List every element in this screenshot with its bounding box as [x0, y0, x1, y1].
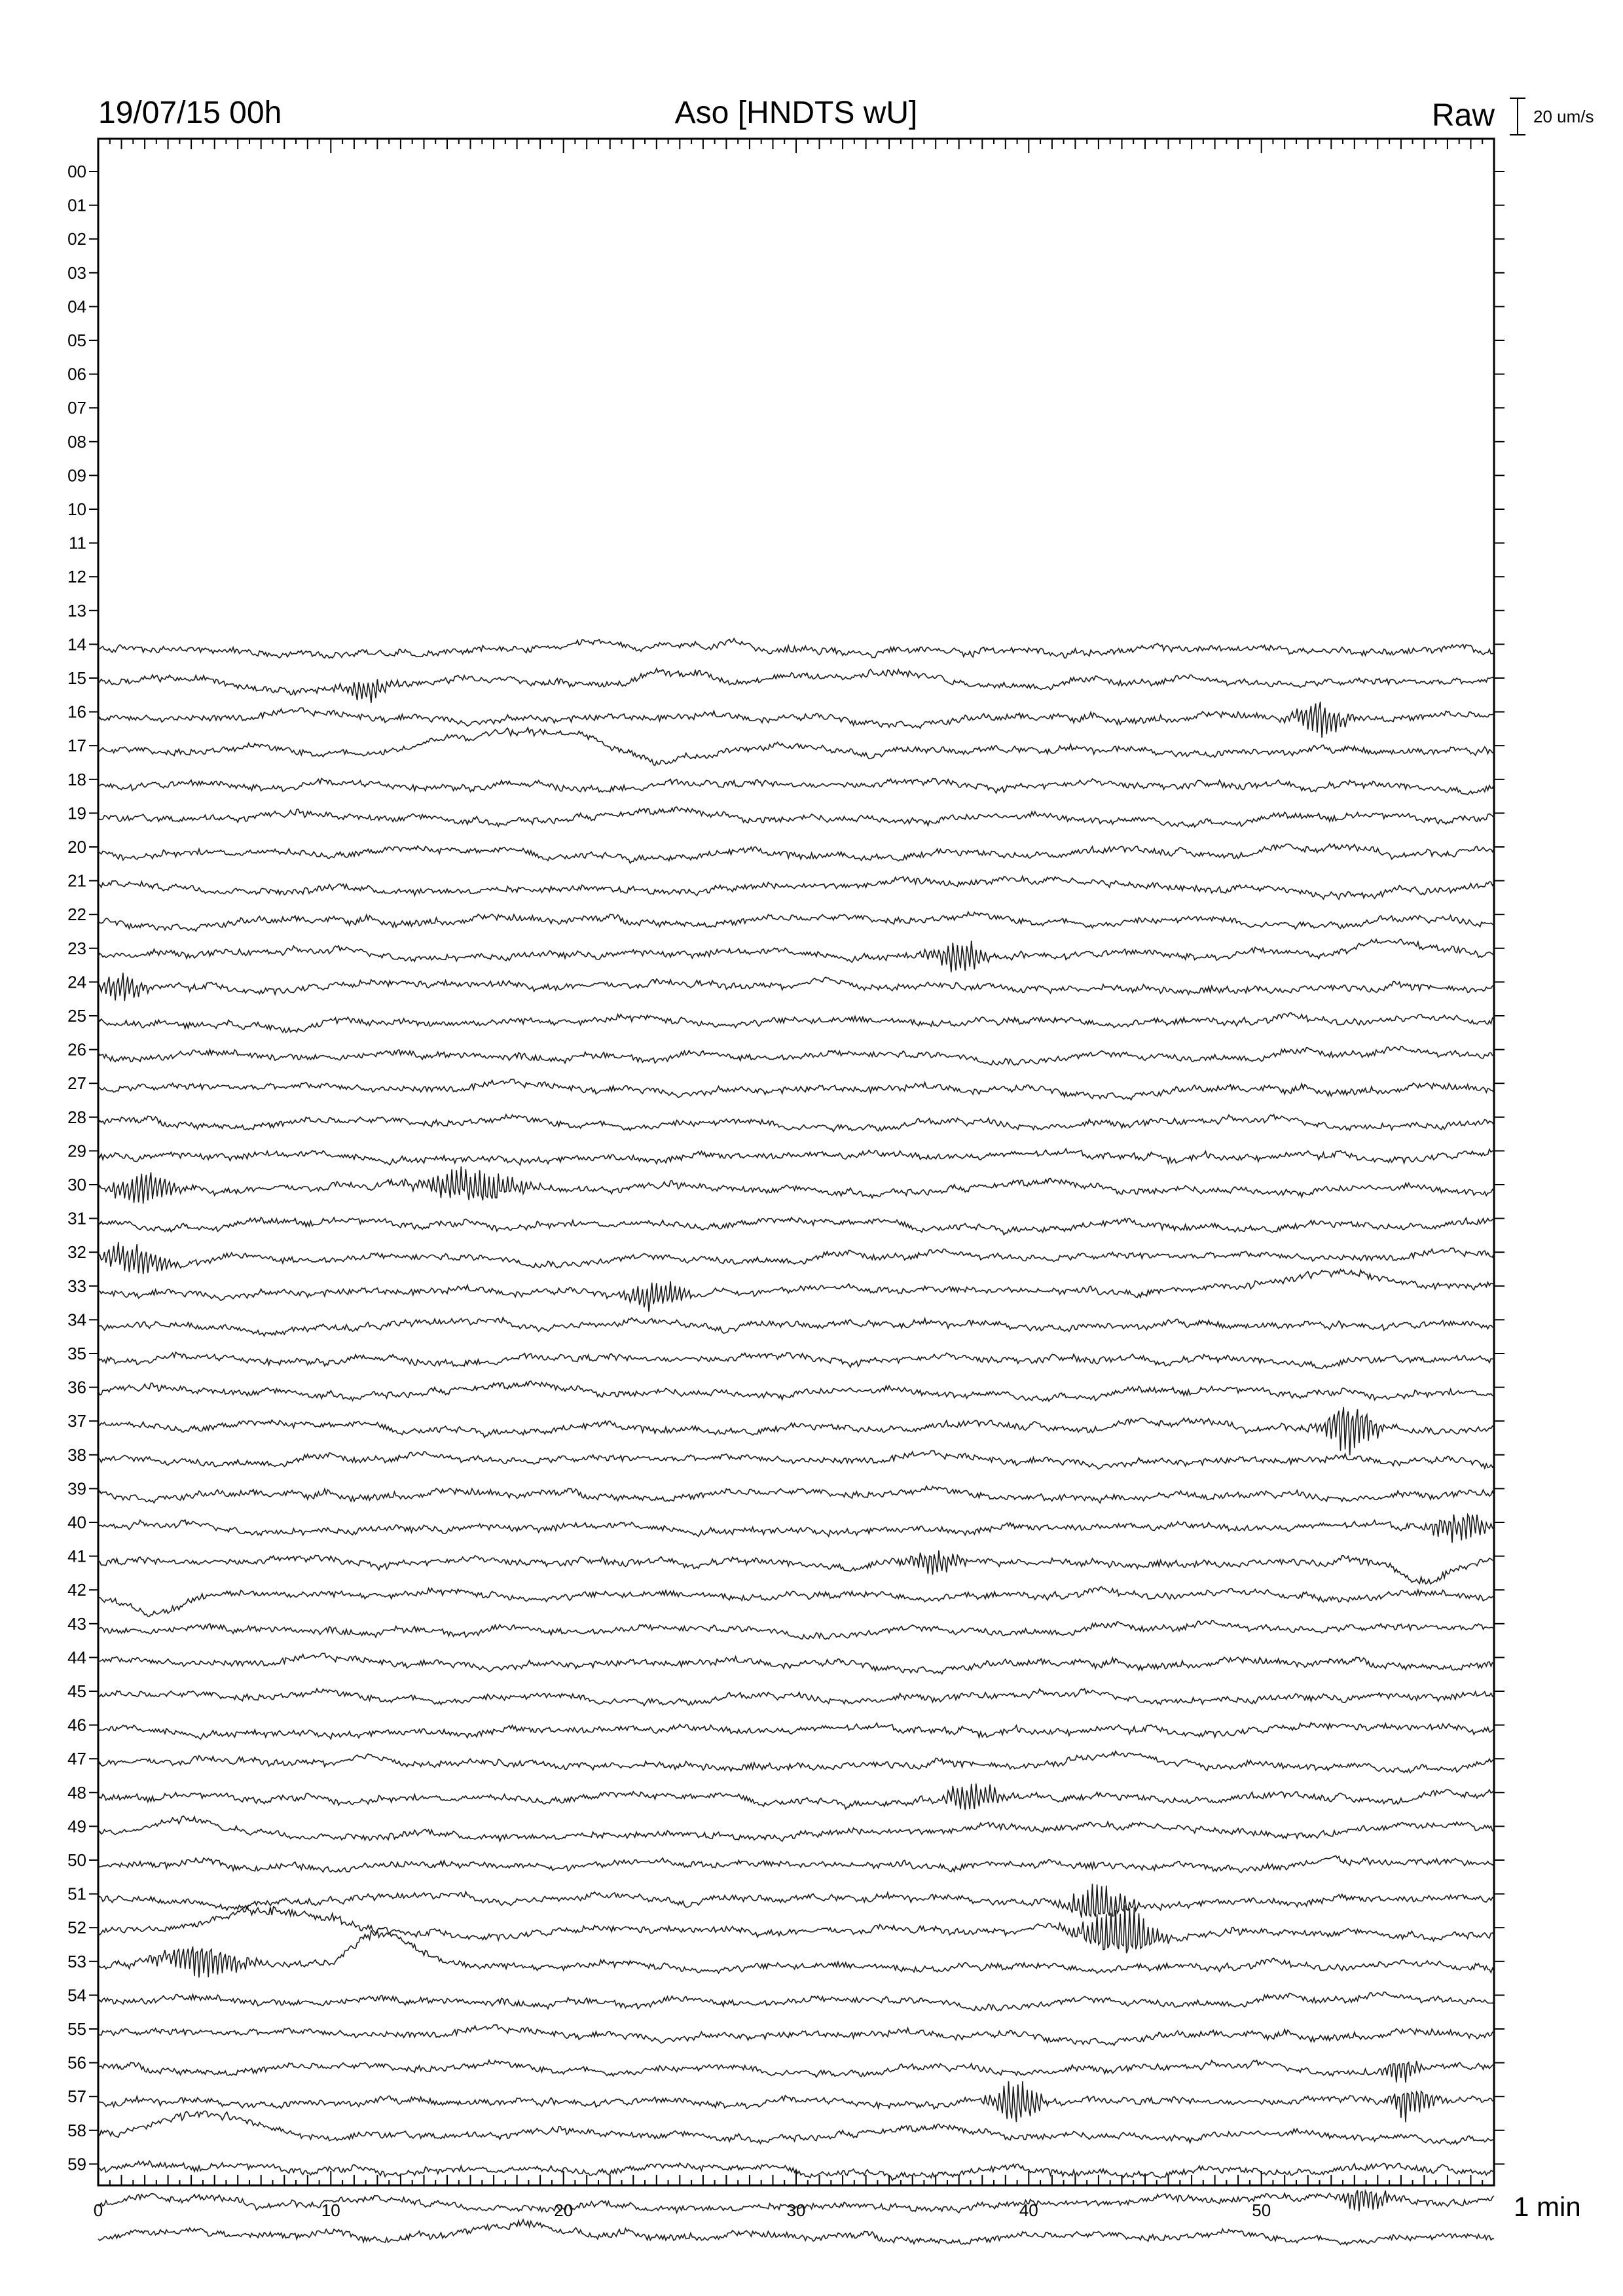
trace-line [98, 1816, 1494, 1842]
trace-line [98, 1407, 1494, 1456]
trace-line [98, 1905, 1494, 1953]
trace-line [98, 1242, 1494, 1274]
trace-line [98, 939, 1494, 972]
trace-line [98, 1079, 1494, 1100]
row-labels [67, 162, 1504, 2174]
row-label: 52 [67, 1918, 86, 1938]
row-label: 11 [69, 533, 86, 553]
row-label: 57 [67, 2087, 86, 2107]
row-label: 49 [67, 1816, 86, 1837]
row-label: 16 [67, 702, 86, 722]
row-label: 22 [67, 905, 86, 925]
row-label: 45 [67, 1681, 86, 1701]
trace-line [98, 2081, 1494, 2123]
row-label: 15 [67, 668, 86, 688]
trace-line [98, 1784, 1494, 1810]
trace-line [98, 1486, 1494, 1503]
trace-line [98, 1115, 1494, 1132]
trace-line [98, 1931, 1494, 1977]
trace-line [98, 1270, 1494, 1312]
row-label: 53 [67, 1951, 86, 1971]
row-label: 03 [67, 262, 86, 283]
row-label: 19 [67, 803, 86, 823]
row-label: 33 [67, 1276, 86, 1296]
trace-line [98, 1884, 1494, 1918]
row-label: 04 [67, 296, 86, 317]
trace-line [98, 1653, 1494, 1674]
row-label: 51 [67, 1884, 86, 1904]
row-label: 01 [67, 195, 86, 215]
row-label: 32 [67, 1242, 86, 1263]
trace-line [98, 1352, 1494, 1369]
trace-line [98, 2060, 1494, 2083]
header-station-title: Aso [HNDTS wU] [674, 96, 918, 130]
row-label: 09 [67, 465, 86, 486]
trace-line [98, 1451, 1494, 1469]
x-tick-label: 30 [786, 2200, 806, 2220]
x-tick-label: 20 [554, 2200, 574, 2220]
row-label: 36 [67, 1377, 86, 1397]
row-label: 40 [67, 1513, 86, 1532]
trace-line [98, 1149, 1494, 1165]
row-label: 28 [67, 1107, 86, 1127]
row-label: 13 [67, 600, 86, 620]
trace-line [98, 1856, 1494, 1873]
trace-line [98, 876, 1494, 899]
trace-line [98, 912, 1494, 931]
x-tick-labels [94, 2200, 1271, 2220]
row-label: 35 [67, 1344, 86, 1363]
row-label: 29 [67, 1141, 86, 1161]
trace-line [98, 1689, 1494, 1706]
trace-line [98, 844, 1494, 864]
row-label: 41 [67, 1546, 86, 1566]
trace-line [98, 668, 1494, 702]
row-label: 08 [67, 431, 86, 452]
trace-line [98, 1318, 1494, 1336]
x-tick-label: 0 [93, 2200, 103, 2220]
row-label: 00 [67, 162, 86, 181]
header-filter-label: Raw [1431, 98, 1495, 133]
row-label: 14 [67, 634, 86, 655]
trace-line [98, 1515, 1494, 1543]
row-label: 43 [67, 1613, 86, 1634]
trace-line [98, 1587, 1494, 1616]
amplitude-scale-bar [1510, 98, 1525, 135]
row-label: 31 [67, 1208, 86, 1229]
row-label: 12 [67, 567, 86, 587]
row-label: 34 [67, 1310, 86, 1330]
row-label: 59 [67, 2154, 86, 2174]
trace-line [98, 1166, 1494, 1204]
trace-line [98, 1751, 1494, 1773]
row-label: 10 [67, 499, 86, 519]
trace-line [98, 1992, 1494, 2011]
row-label: 42 [67, 1580, 86, 1600]
x-tick-label: 50 [1252, 2200, 1271, 2220]
row-label: 54 [67, 1985, 86, 2005]
trace-line [98, 1217, 1494, 1235]
header-datetime: 19/07/15 00h [98, 96, 282, 130]
x-unit-label: 1 min [1514, 2191, 1581, 2222]
trace-line [98, 778, 1494, 795]
amplitude-scale-label: 20 um/s [1533, 107, 1594, 126]
x-tick-label: 40 [1019, 2200, 1038, 2220]
seismic-traces [98, 639, 1494, 2245]
row-label: 21 [67, 870, 86, 891]
row-label: 18 [67, 769, 86, 789]
row-label: 24 [67, 972, 86, 992]
trace-line [98, 1723, 1494, 1739]
row-label: 23 [67, 938, 86, 958]
row-label: 17 [67, 736, 86, 756]
plot-frame [98, 139, 1494, 2185]
trace-line [98, 2111, 1494, 2144]
row-label: 39 [67, 1479, 86, 1499]
trace-line [98, 1551, 1494, 1584]
row-label: 25 [67, 1006, 86, 1026]
row-label: 46 [67, 1715, 86, 1735]
trace-line [98, 2219, 1494, 2245]
row-label: 55 [67, 2019, 86, 2039]
x-tick-label: 10 [321, 2200, 340, 2220]
trace-line [98, 1621, 1494, 1640]
row-label: 37 [67, 1411, 86, 1431]
row-label: 26 [67, 1039, 86, 1060]
trace-line [98, 1047, 1494, 1066]
row-label: 30 [67, 1175, 86, 1194]
row-label: 50 [67, 1850, 86, 1870]
trace-line [98, 1013, 1494, 1033]
trace-line [98, 728, 1494, 766]
row-label: 27 [67, 1073, 86, 1094]
row-label: 06 [67, 364, 86, 384]
row-label: 20 [67, 837, 86, 857]
row-label: 44 [67, 1647, 86, 1668]
trace-line [98, 807, 1494, 827]
row-label: 47 [67, 1749, 86, 1769]
trace-line [98, 1381, 1494, 1401]
trace-line [98, 639, 1494, 658]
row-label: 02 [67, 229, 86, 249]
row-label: 48 [67, 1782, 86, 1803]
trace-line [98, 2025, 1494, 2046]
row-label: 58 [67, 2120, 86, 2140]
row-label: 07 [67, 398, 86, 418]
trace-line [98, 702, 1494, 738]
row-label: 56 [67, 2053, 86, 2073]
row-label: 05 [67, 331, 86, 350]
trace-line [98, 973, 1494, 1001]
top-minute-ticks [98, 139, 1494, 153]
row-label: 38 [67, 1444, 86, 1465]
